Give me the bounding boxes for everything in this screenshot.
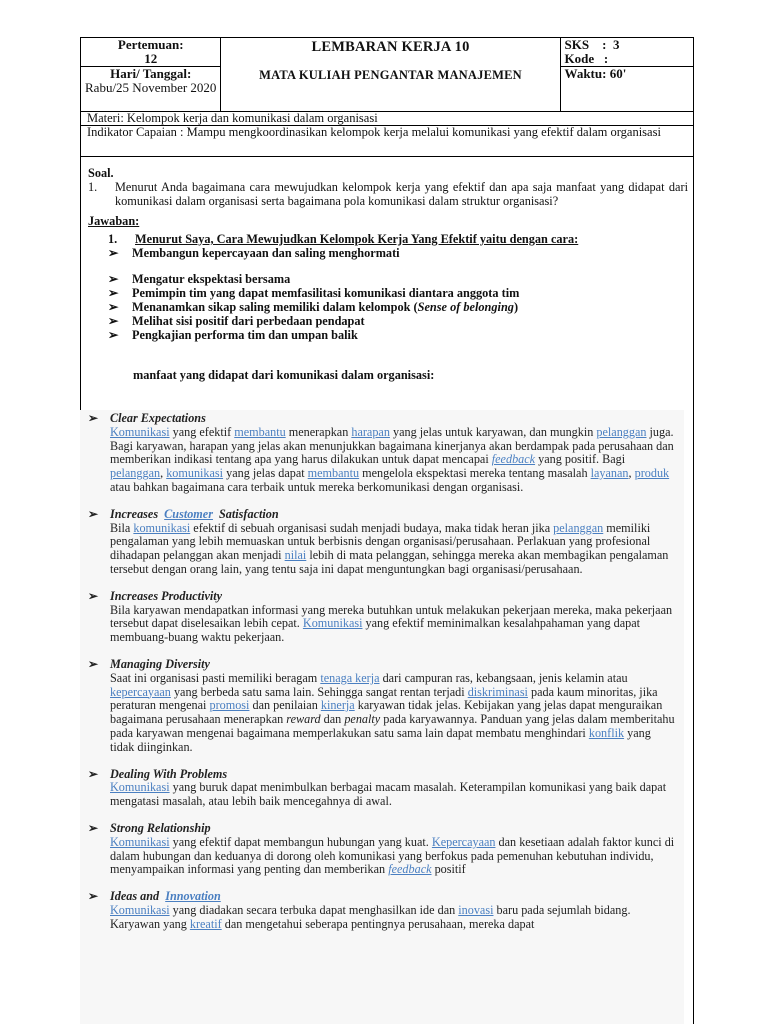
question-1: [88, 180, 688, 208]
bullet-text: Melihat sisi positif dari perbedaan pendapat: [132, 314, 365, 328]
benefit-body: Komunikasi yang diadakan secara terbuka dapat menghasilkan ide dan inovasi baru pada sejumlah bidang. Karyawan yang kreatif dan mengetahui seberapa pentingnya perusahaan, mereka dapat: [110, 902, 631, 931]
answer-number: 1.: [108, 232, 118, 246]
benefit-title: Increases Customer Satisfaction: [110, 506, 279, 521]
manfaat-heading: manfaat yang didapat dari komunikasi dalam organisasi:: [133, 368, 435, 382]
answer-heading-text: Menurut Saya, Cara Mewujudkan Kelompok Kerja Yang Efektif yaitu dengan cara:: [135, 232, 579, 246]
soal-title: Soal.: [88, 166, 114, 180]
link[interactable]: diskriminasi: [467, 684, 528, 699]
jawaban-title: Jawaban:: [88, 214, 140, 228]
arrow-bullet-icon: ➢: [108, 328, 119, 342]
link[interactable]: Komunikasi: [110, 902, 170, 917]
indikator-row: [81, 126, 694, 157]
link[interactable]: Komunikasi: [110, 780, 170, 795]
benefit-body: Komunikasi yang efektif dapat membangun hubungan yang kuat. Kepercayaan dan kesetiaan adalah faktor kunci di dalam hubungan dan keduanya di dorong oleh komunikasi yang berfokus pada pemenuhan kebutuhan individu, menyampaikan informasi yang penting dan memberikan feedback positif: [110, 834, 675, 877]
bullet-text: Pengkajian performa tim dan umpan balik: [132, 328, 358, 342]
bullet-text: Mengatur ekspektasi bersama: [132, 272, 291, 286]
benefit-title: Clear Expectations: [110, 411, 206, 425]
benefit-productivity: [88, 590, 676, 645]
waktu-text: Waktu: 60': [564, 66, 627, 81]
link[interactable]: tenaga kerja: [320, 670, 380, 685]
arrow-bullet-icon: ➢: [108, 246, 119, 260]
link[interactable]: Customer: [164, 506, 213, 521]
link[interactable]: Komunikasi: [110, 834, 170, 849]
sks-text: SKS : 3: [564, 37, 620, 52]
benefits-section: [80, 410, 684, 1024]
answer-heading: [88, 232, 688, 246]
title-cell: [221, 38, 560, 112]
materi-text: Materi: Kelompok kerja dan komunikasi dalam organisasi: [87, 111, 378, 125]
link[interactable]: komunikasi: [166, 466, 224, 481]
bullet-item: [88, 246, 688, 260]
benefit-body: Bila karyawan mendapatkan informasi yang mereka butuhkan untuk melakukan pekerjaan mereka, maka pekerjaan tersebut dapat diselesaikan lebih cepat. Komunikasi yang efektif meminimalkan kesalahpahaman yang dapat membuang-buang waktu pekerjaan.: [110, 602, 673, 645]
link[interactable]: Komunikasi: [110, 424, 170, 439]
answer-content: [80, 156, 694, 382]
arrow-bullet-icon: ➢: [88, 588, 99, 603]
arrow-bullet-icon: ➢: [108, 314, 119, 328]
pertemuan-label: Pertemuan:: [117, 37, 184, 52]
link[interactable]: Komunikasi: [302, 616, 363, 631]
link[interactable]: pelanggan: [553, 520, 604, 535]
sks-cell: [560, 38, 693, 67]
benefit-body: Saat ini organisasi pasti memiliki beragam tenaga kerja dari campuran ras, kebangsaan, jenis kelamin atau kepercayaan yang berbeda satu sama lain. Sehingga sangat rentan terjadi diskriminasi pada kaum minoritas, jika peraturan mengenai promosi dan penilaian kinerja karyawan tidak jelas. Kebijakan yang jelas dapat menguraikan bagaimana perusahaan menerapkan reward dan penalty pada karyawannya. Panduan yang jelas dalam memberitahu pada karyawan mengenai bagaimana memperlakukan satu sama lain dapat membatu menghindari konflik yang tidak diinginkan.: [110, 670, 675, 754]
arrow-bullet-icon: ➢: [88, 411, 99, 425]
question-number: 1.: [88, 180, 98, 194]
pertemuan-value: 12: [144, 51, 158, 66]
link[interactable]: feedback: [491, 452, 536, 467]
link[interactable]: promosi: [209, 698, 250, 713]
question-text: Menurut Anda bagaimana cara mewujudkan kelompok kerja yang efektif dan apa saja manfaat yang didapat dari komunikasi dalam organisasi serta bagaimana pola komunikasi dalam struktur organisasi?: [115, 180, 688, 208]
benefit-ideas-innovation: [88, 890, 676, 931]
benefit-title: Dealing With Problems: [110, 766, 228, 781]
link[interactable]: nilai: [284, 548, 307, 563]
bullet-item: [88, 314, 688, 328]
link[interactable]: komunikasi: [133, 520, 191, 535]
link[interactable]: membantu: [307, 466, 360, 481]
materi-row: [81, 112, 694, 126]
waktu-cell: [560, 67, 693, 112]
arrow-bullet-icon: ➢: [108, 272, 119, 286]
link[interactable]: pelanggan: [596, 424, 647, 439]
link[interactable]: layanan: [590, 466, 629, 481]
link[interactable]: harapan: [351, 424, 390, 439]
date-value: Rabu/25 November 2020: [85, 80, 217, 95]
bullet-text: Membangun kepercayaan dan saling menghormati: [132, 246, 400, 260]
arrow-bullet-icon: ➢: [88, 766, 99, 781]
benefit-clear-expectations: [88, 412, 676, 495]
benefit-title: Ideas and Innovation: [110, 889, 221, 904]
date-label: Hari/ Tanggal:: [110, 66, 192, 81]
bullet-item: [88, 328, 688, 342]
arrow-bullet-icon: ➢: [108, 300, 119, 314]
link[interactable]: membantu: [234, 424, 286, 439]
link[interactable]: feedback: [388, 862, 432, 877]
arrow-bullet-icon: ➢: [108, 286, 119, 300]
link[interactable]: kreatif: [189, 916, 222, 931]
benefit-body: Bila komunikasi efektif di sebuah organisasi sudah menjadi budaya, maka tidak heran jika pelanggan memiliki pengalaman yang lebih memuaskan untuk berbisnis dengan organisasi/perusahaan. Perlakuan yang profesional dihadapan pelanggan akan menjadi nilai lebih di mata pelanggan, sehingga mereka akan membagikan pengalaman tersebut dengan orang lain, yang tentu saja ini dapat menguntungkan bagi organisasi/perusahaan.: [110, 520, 669, 576]
benefit-strong-relationship: [88, 822, 676, 877]
link[interactable]: konflik: [588, 725, 625, 740]
benefit-dealing-problems: [88, 768, 676, 809]
worksheet-title: LEMBARAN KERJA 10: [311, 39, 470, 55]
benefit-customer-satisfaction: [88, 508, 676, 577]
bullet-text: Menanamkan sikap saling memiliki dalam kelompok (Sense of belonging): [132, 300, 519, 314]
benefit-body: Komunikasi yang buruk dapat menimbulkan berbagai macam masalah. Keterampilan komunikasi yang baik dapat mengatasi masalah, atau lebih baik mencegahnya di awal.: [110, 780, 667, 809]
bullet-text: Pemimpin tim yang dapat memfasilitasi komunikasi diantara anggota tim: [132, 286, 520, 300]
link[interactable]: pelanggan: [110, 466, 161, 481]
bullet-item: [88, 286, 688, 300]
link[interactable]: Kepercayaan: [431, 834, 496, 849]
pertemuan-cell: [81, 38, 221, 67]
indikator-text: Indikator Capaian : Mampu mengkoordinasikan kelompok kerja melalui komunikasi yang efektif dalam organisasi: [87, 125, 661, 139]
bullet-item: [88, 300, 688, 314]
course-title: MATA KULIAH PENGANTAR MANAJEMEN: [259, 68, 522, 82]
bullet-item: [88, 272, 688, 286]
benefit-title: Managing Diversity: [110, 656, 210, 671]
link[interactable]: inovasi: [458, 902, 494, 917]
benefit-managing-diversity: [88, 658, 676, 755]
benefit-body: Komunikasi yang efektif membantu menerapkan harapan yang jelas untuk karyawan, dan mungkin pelanggan juga. Bagi karyawan, harapan yang jelas akan menunjukkan bagaimana kinerjanya akan berdampak pada perusahaan dan memberikan indikasi tentang apa yang harus dilakukan untuk dapat mencapai feedback yang positif. Bagi pelanggan, komunikasi yang jelas dapat membantu mengelola ekspektasi mereka tentang masalah layanan, produk atau bahkan bagaimana cara terbaik untuk mereka berkomunikasi dengan organisasi.: [110, 424, 674, 494]
arrow-bullet-icon: ➢: [88, 506, 99, 521]
kode-text: Kode :: [564, 51, 609, 66]
date-cell: [81, 67, 221, 112]
link[interactable]: Innovation: [165, 889, 221, 904]
header-table: [80, 37, 694, 157]
arrow-bullet-icon: ➢: [88, 889, 99, 904]
benefit-title: Increases Productivity: [110, 588, 223, 603]
link[interactable]: produk: [634, 466, 670, 481]
benefit-title: Strong Relationship: [110, 820, 211, 835]
link[interactable]: kepercayaan: [110, 684, 171, 699]
arrow-bullet-icon: ➢: [88, 656, 99, 671]
link[interactable]: kinerja: [320, 698, 355, 713]
arrow-bullet-icon: ➢: [88, 820, 99, 835]
